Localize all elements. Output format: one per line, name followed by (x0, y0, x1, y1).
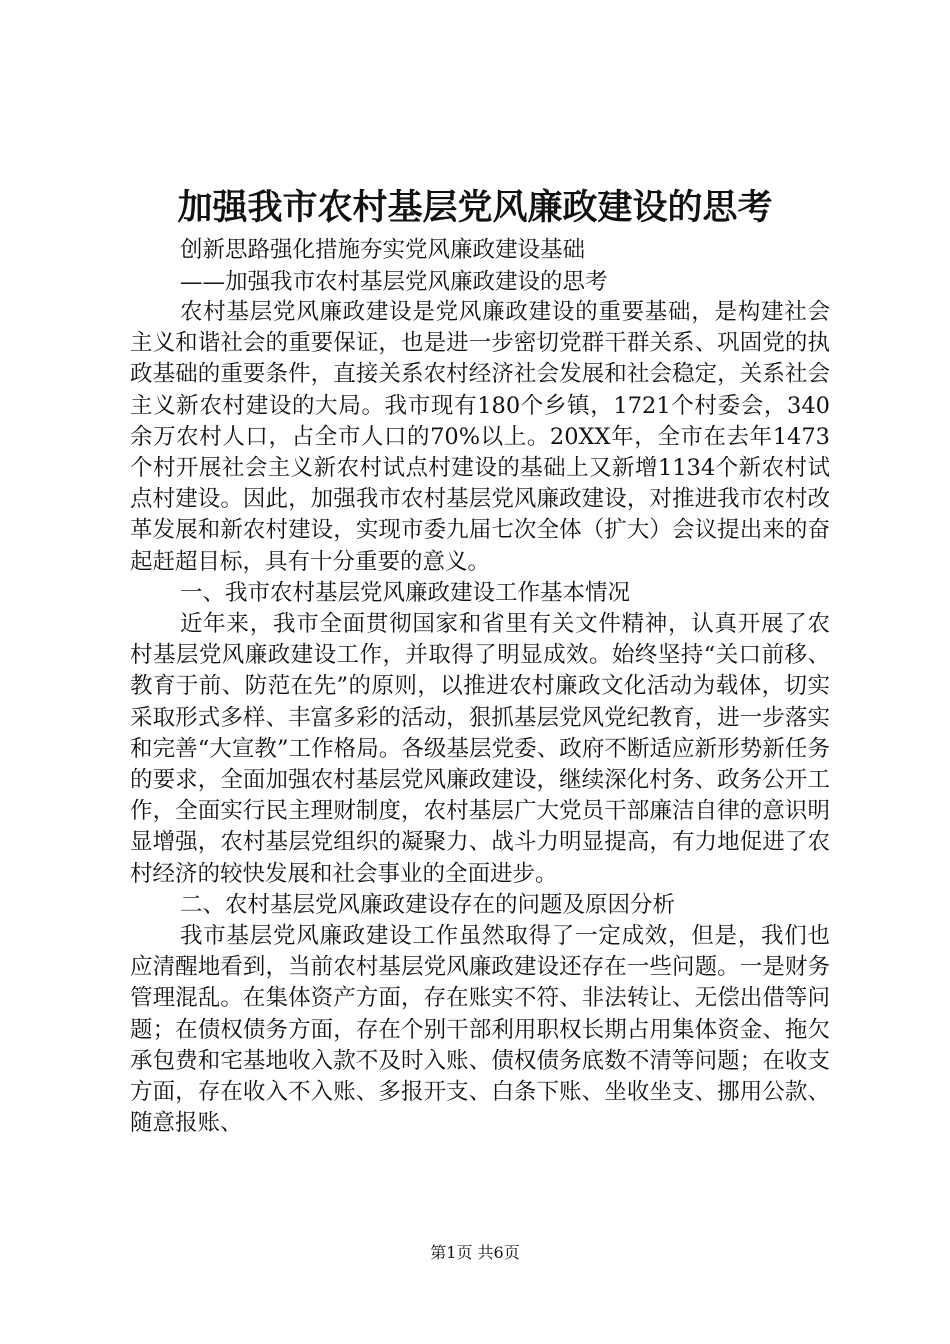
document-subtitle-secondary: ——加强我市农村基层党风廉政建设的思考 (180, 269, 608, 295)
paragraph-section-1: 近年来，我市全面贯彻国家和省里有关文件精神，认真开展了农村基层党风廉政建设工作，并取得了明显成效。始终坚持“关口前移、教育于前、防范在先”的原则，以推进农村廉政文化活动为载体，切实采取形式多样、丰富多彩的活动，狠抓基层党风党纪教育，进一步落实和完善“大宣教”工作格局。各级基层党委、政府不断适应新形势新任务的要求，全面加强农村基层党风廉政建设，继续深化村务、政务公开工作，全面实行民主理财制度，农村基层广大党员干部廉洁自律的意识明显增强，农村基层党组织的凝聚力、战斗力明显提高，有力地促进了农村经济的较快发展和社会事业的全面进步。 (130, 611, 830, 887)
page-number-footer: 第1页 共6页 (430, 1243, 520, 1262)
document-body (130, 297, 830, 1139)
document-subtitle: 创新思路强化措施夯实党风廉政建设基础 (180, 237, 586, 263)
document-title: 加强我市农村基层党风廉政建设的思考 (177, 187, 773, 228)
paragraph-section-2: 我市基层党风廉政建设工作虽然取得了一定成效，但是，我们也应清醒地看到，当前农村基层党风廉政建设还存在一些问题。一是财务管理混乱。在集体资产方面，存在账实不符、非法转让、无偿出借等问题；在债权债务方面，存在个别干部利用职权长期占用集体资金、拖欠承包费和宅基地收入款不及时入账、债权债务底数不清等问题；在收支方面，存在收入不入账、多报开支、白条下账、坐收坐支、挪用公款、随意报账、 (130, 923, 830, 1137)
section-heading-2: 二、农村基层党风廉政建设存在的问题及原因分析 (180, 891, 676, 918)
paragraph-intro: 农村基层党风廉政建设是党风廉政建设的重要基础，是构建社会主义和谐社会的重要保证，也是进一步密切党群干群关系、巩固党的执政基础的重要条件，直接关系农村经济社会发展和社会稳定，关系社会主义新农村建设的大局。我市现有180个乡镇，1721个村委会，340余万农村人口，占全市人口的70%以上。20XX年，全市在去年1473个村开展社会主义新农村试点村建设的基础上又新增1134个新农村试点村建设。因此，加强我市农村基层党风廉政建设，对推进我市农村改革发展和新农村建设，实现市委九届七次全体（扩大）会议提出来的奋起赶超目标，具有十分重要的意义。 (130, 299, 830, 575)
section-heading-1: 一、我市农村基层党风廉政建设工作基本情况 (180, 579, 631, 606)
